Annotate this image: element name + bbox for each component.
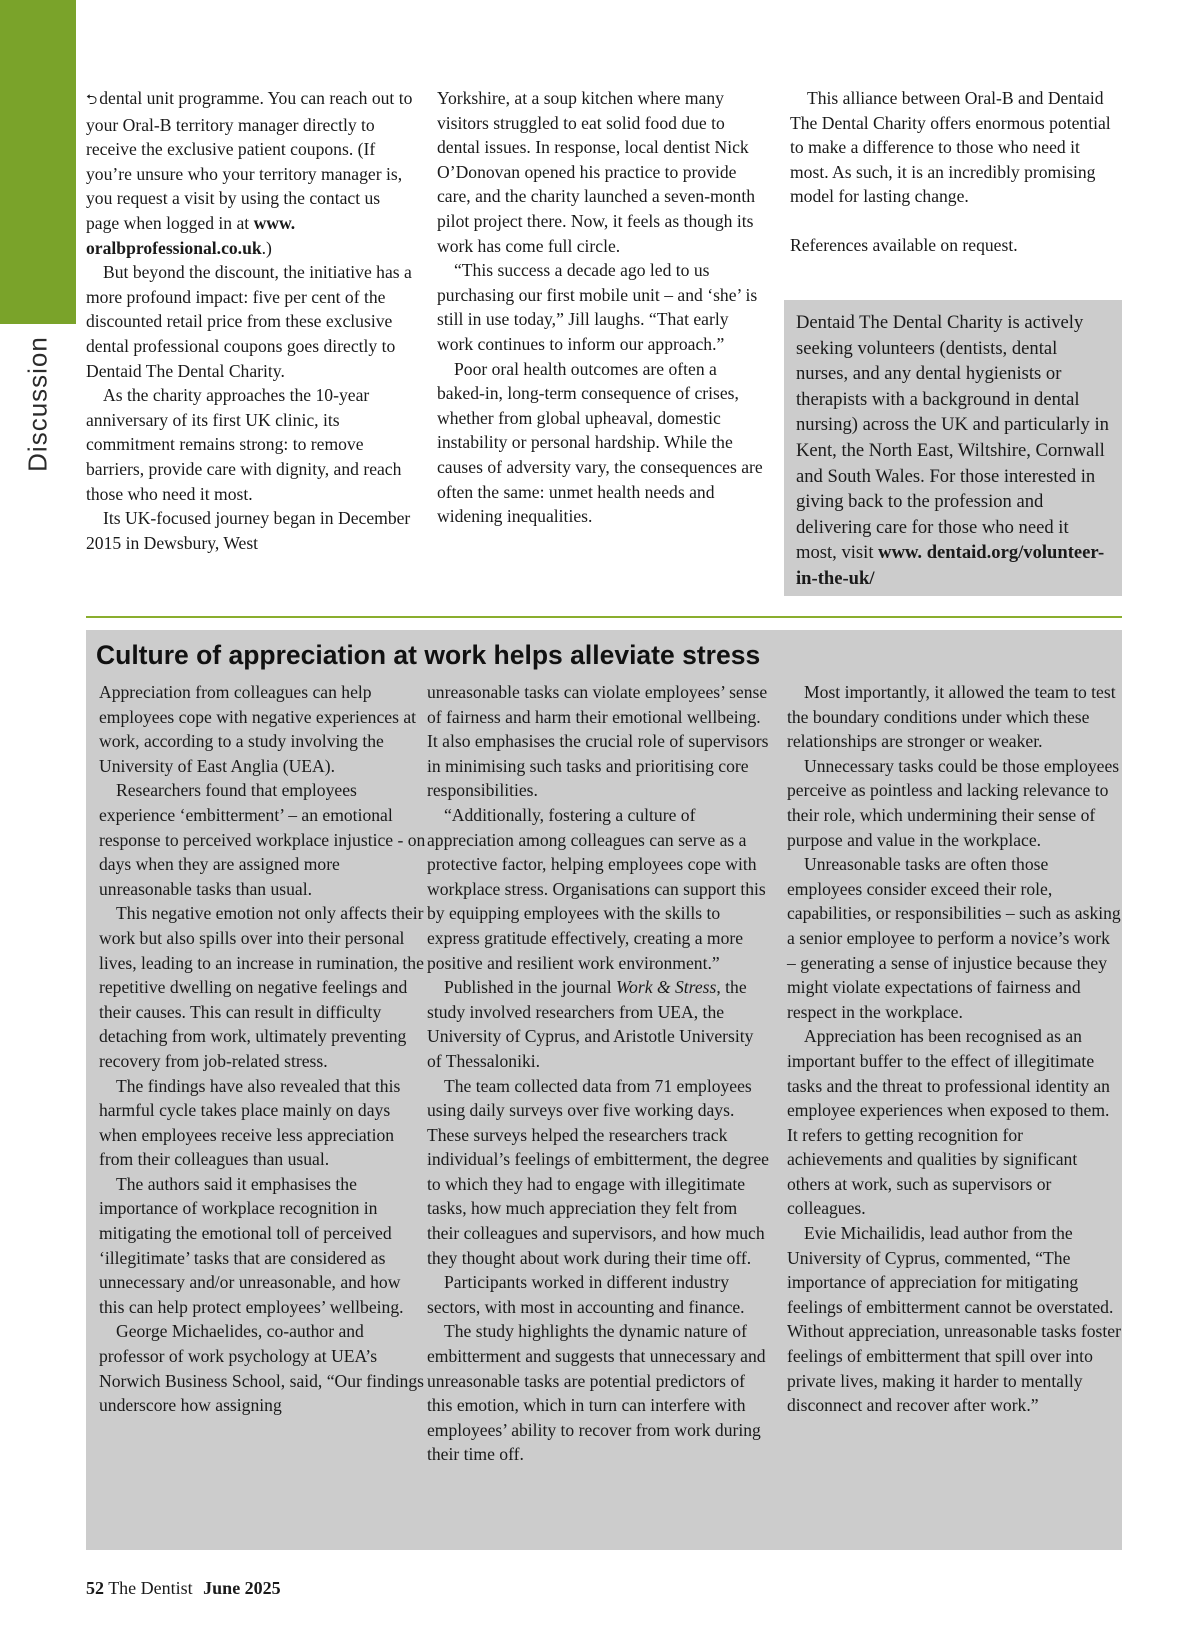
paragraph: As the charity approaches the 10-year anniversary of its first UK clinic, its commitment remains strong: to remove barriers, provide care with dignity, and reach those who need it most. <box>86 385 402 504</box>
paragraph: Poor oral health outcomes are often a baked-in, long-term consequence of crises, whether from global upheaval, domestic instability or personal hardship. While the causes of adversity vary, the consequences are often the same: unmet health needs and widening inequalities. <box>437 358 763 527</box>
feature-column-3 <box>787 680 1121 1418</box>
section-tab <box>0 0 76 324</box>
section-divider <box>86 616 1122 618</box>
paragraph: This negative emotion not only affects their work but also spills over into their personal lives, leading to an increase in rumination, the repetitive dwelling on negative feelings and their causes. This can result in difficulty detaching from work, ultimately preventing recovery from job-related stress. <box>99 903 424 1071</box>
paragraph: “This success a decade ago led to us purchasing our first mobile unit – and ‘she’ is still in use today,” Jill laughs. “That early work continues to inform our approach.” <box>437 260 758 354</box>
section-label: Discussion <box>22 336 53 472</box>
paragraph: Participants worked in different industry sectors, with most in accounting and finance. <box>427 1272 745 1317</box>
publication-name: The Dentist <box>108 1578 193 1598</box>
references-note: References available on request. <box>790 234 1018 255</box>
top-article-column-2 <box>437 86 767 529</box>
top-article-column-3 <box>790 86 1120 258</box>
volunteer-callout-text: Dentaid The Dental Charity is actively seeking volunteers (dentists, dental nurses, and any dental hygienists or therapists with a background in dental nursing) across the UK and particularly in Kent, the North East, Wiltshire, Cornwall and South Wales. For those interested in giving back to the profession and delivering care for those who need it most, visit <box>796 312 1109 564</box>
paragraph: The findings have also revealed that this harmful cycle takes place mainly on days when employees receive less appreciation from their colleagues than usual. <box>99 1075 401 1170</box>
page-footer <box>86 1578 281 1599</box>
paragraph: Published in the journal Work & Stress, the study involved researchers from UEA, the University of Cyprus, and Aristotle University of Thessaloniki. <box>427 977 754 1071</box>
dentaid-volunteer-link[interactable]: www. dentaid.org/volunteer-in-the-uk/ <box>796 542 1105 589</box>
paragraph: Unreasonable tasks are often those employees consider exceed their role, capabilities, or responsibilities – such as asking a senior employee to perform a novice’s work – generating a sense of injustice because they might violate expectations of fairness and respect in the workplace. <box>787 854 1121 1022</box>
paragraph: This alliance between Oral-B and Dentaid The Dental Charity offers enormous potential to make a difference to those who need it most. As such, it is an incredibly promising model for lasting change. <box>790 88 1111 207</box>
paragraph: Appreciation has been recognised as an important buffer to the effect of illegitimate tasks and the threat to professional identity an employee experiences when exposed to them. It refers to getting recognition for achievements and qualities by significant others at work, such as supervisors or colleagues. <box>787 1026 1110 1219</box>
paragraph: “Additionally, fostering a culture of appreciation among colleagues can serve as a protective factor, helping employees cope with workplace stress. Organisations can support this by equipping employees with the skills to express gratitude effectively, creating a more positive and resilient work environment.” <box>427 804 766 973</box>
paragraph: Evie Michailidis, lead author from the University of Cyprus, commented, “The importance of appreciation for mitigating feelings of embitterment cannot be overstated. Without appreciation, unreasonable tasks foster feelings of embitterment that spill over into private lives, making it harder to mentally disconnect and recover after work.” <box>787 1223 1121 1416</box>
paragraph: But beyond the discount, the initiative has a more profound impact: five per cent of the discounted retail price from these exclusive dental professional coupons goes directly to Dentaid The Dental Charity. <box>86 262 412 381</box>
paragraph: Most importantly, it allowed the team to test the boundary conditions under which these relationships are stronger or weaker. <box>787 682 1116 752</box>
page-number: 52 <box>86 1578 104 1598</box>
paragraph: Its UK-focused journey began in December 2015 in Dewsbury, West <box>86 508 411 553</box>
paragraph: George Michaelides, co-author and professor of work psychology at UEA’s Norwich Business School, said, “Our findings underscore how assigning <box>99 1321 424 1416</box>
paragraph: Appreciation from colleagues can help employees cope with negative experiences at work, according to a study involving the University of East Anglia (UEA). <box>99 682 417 776</box>
volunteer-callout-box <box>784 300 1122 596</box>
continued-arrow-icon: ⮌ <box>86 92 98 108</box>
feature-column-2 <box>427 680 769 1467</box>
paragraph: The study highlights the dynamic nature of embitterment and suggests that unnecessary and unreasonable tasks are potential predictors of this emotion, which in turn can interfere with employees’ ability to recover from work during their time off. <box>427 1321 766 1465</box>
journal-title: Work & Stress <box>616 977 717 998</box>
feature-column-1 <box>99 680 427 1418</box>
paragraph: The authors said it emphasises the importance of workplace recognition in mitigating the emotional toll of perceived ‘illegitimate’ tasks that are considered as unnecessary and/or unreasonable, and how this can help protect employees’ wellbeing. <box>99 1173 404 1317</box>
paragraph: The team collected data from 71 employees using daily surveys over five working days. These surveys helped the researchers track individual’s feelings of embitterment, the degree to which they had to engage with illegitimate tasks, how much appreciation they felt from their colleagues and supervisors, and how much they thought about work during their time off. <box>427 1075 769 1268</box>
issue-date: June 2025 <box>203 1578 281 1598</box>
paragraph: Unnecessary tasks could be those employees perceive as pointless and lacking relevance to their role, which undermining their sense of purpose and value in the workplace. <box>787 755 1120 850</box>
paragraph: Yorkshire, at a soup kitchen where many visitors struggled to eat solid food due to dental issues. In response, local dentist Nick O’Donovan opened his practice to provide care, and the charity launched a seven-month pilot project there. Now, it feels as though its work has come full circle. <box>437 88 756 256</box>
paragraph: Researchers found that employees experience ‘embitterment’ – an emotional response to perceived workplace injustice - on days when they are assigned more unreasonable tasks than usual. <box>99 780 426 899</box>
top-article-column-1 <box>86 86 416 555</box>
paragraph: ⮌ dental unit programme. You can reach out to your Oral-B territory manager directly to receive the exclusive patient coupons. (If you’re unsure who your territory manager is, you request a visit by using the contact us page when logged in at www. oralbprofessional.co.uk.) <box>86 88 413 258</box>
oralb-link[interactable]: www. oralbprofessional.co.uk <box>86 212 296 258</box>
paragraph: unreasonable tasks can violate employees’ sense of fairness and harm their emotional wellbeing. It also emphasises the crucial role of supervisors in minimising such tasks and prioritising core responsibilities. <box>427 682 769 801</box>
feature-headline: Culture of appreciation at work helps alleviate stress <box>96 640 761 670</box>
